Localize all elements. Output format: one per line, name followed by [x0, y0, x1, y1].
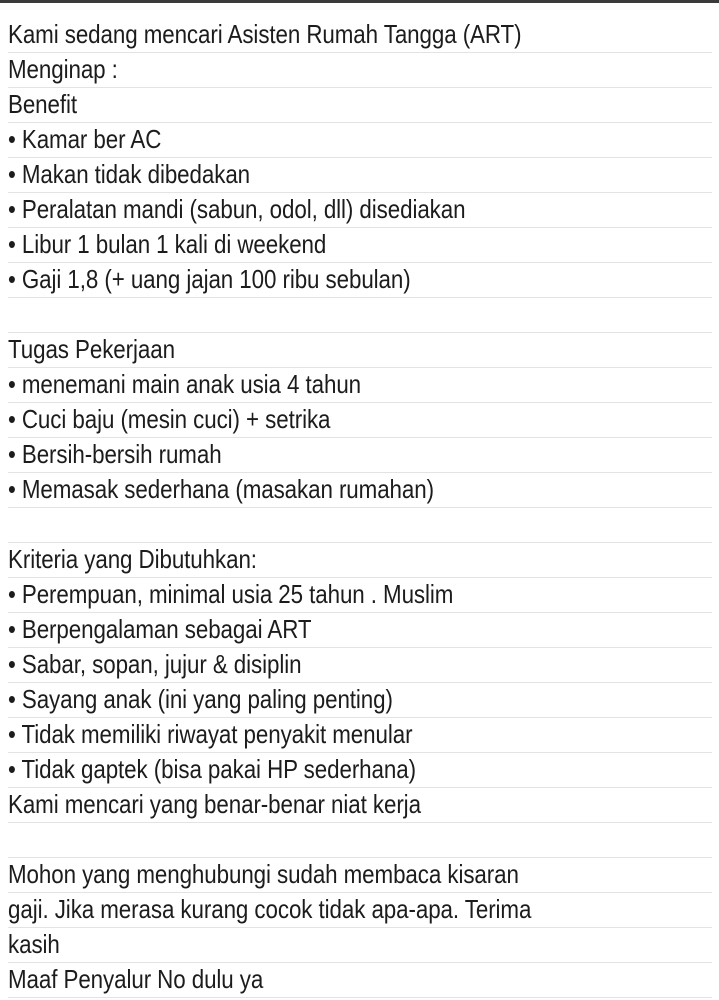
note-line	[8, 543, 712, 578]
note-line	[8, 18, 712, 53]
note-line	[8, 123, 712, 158]
note-line	[8, 718, 712, 753]
note-line	[8, 228, 712, 263]
note-line-text: • Tidak gaptek (bisa pakai HP sederhana)	[8, 754, 416, 784]
note-line-text: • Libur 1 bulan 1 kali di weekend	[8, 229, 327, 259]
note-line	[8, 263, 712, 298]
note-line	[8, 893, 712, 928]
note-line	[8, 88, 712, 123]
note-line	[8, 438, 712, 473]
note-line	[8, 788, 712, 823]
note-line	[8, 403, 712, 438]
note-line-text: Kami sedang mencari Asisten Rumah Tangga (ART)	[8, 19, 522, 49]
note-line-text: Maaf Penyalur No dulu ya	[8, 964, 264, 994]
note-line	[8, 963, 712, 998]
note-line	[8, 368, 712, 403]
note-line-text: • Cuci baju (mesin cuci) + setrika	[8, 404, 331, 434]
note-line	[8, 753, 712, 788]
note-line-text: • Perempuan, minimal usia 25 tahun . Muslim	[8, 579, 454, 609]
note-line	[8, 298, 712, 333]
note-line-text: Tugas Pekerjaan	[8, 334, 175, 364]
note-line-text: • Peralatan mandi (sabun, odol, dll) disediakan	[8, 194, 466, 224]
note-line	[8, 823, 712, 858]
note-line	[8, 858, 712, 893]
note-line-text: • Kamar ber AC	[8, 124, 162, 154]
note-line-text: gaji. Jika merasa kurang cocok tidak apa-apa. Terima	[8, 894, 532, 924]
note-line	[8, 578, 712, 613]
note-line-text: • Gaji 1,8 (+ uang jajan 100 ribu sebulan)	[8, 264, 411, 294]
note-line-text: Mohon yang menghubungi sudah membaca kisaran	[8, 859, 519, 889]
note-line	[8, 613, 712, 648]
note-line-text: Kami mencari yang benar-benar niat kerja	[8, 789, 421, 819]
note-line-text: • Sabar, sopan, jujur & disiplin	[8, 649, 302, 679]
note-line	[8, 473, 712, 508]
note-line-text: kasih	[8, 929, 60, 959]
note-line-text: • Makan tidak dibedakan	[8, 159, 251, 189]
note-line-text: Benefit	[8, 89, 78, 119]
note-line	[8, 53, 712, 88]
note-line-text: • menemani main anak usia 4 tahun	[8, 369, 362, 399]
note-line	[8, 193, 712, 228]
note-line	[8, 333, 712, 368]
note-line-text: Menginap :	[8, 54, 118, 84]
note-line-text: • Memasak sederhana (masakan rumahan)	[8, 474, 434, 504]
note-line	[8, 158, 712, 193]
note-line	[8, 508, 712, 543]
note-line-text: Kriteria yang Dibutuhkan:	[8, 544, 257, 574]
note-line-text: • Sayang anak (ini yang paling penting)	[8, 684, 393, 714]
note-line-text: • Berpengalaman sebagai ART	[8, 614, 312, 644]
note-line-text: • Bersih-bersih rumah	[8, 439, 222, 469]
note-line-text: • Tidak memiliki riwayat penyakit menular	[8, 719, 413, 749]
note-line	[8, 928, 712, 963]
note-line	[8, 683, 712, 718]
note-line	[8, 648, 712, 683]
